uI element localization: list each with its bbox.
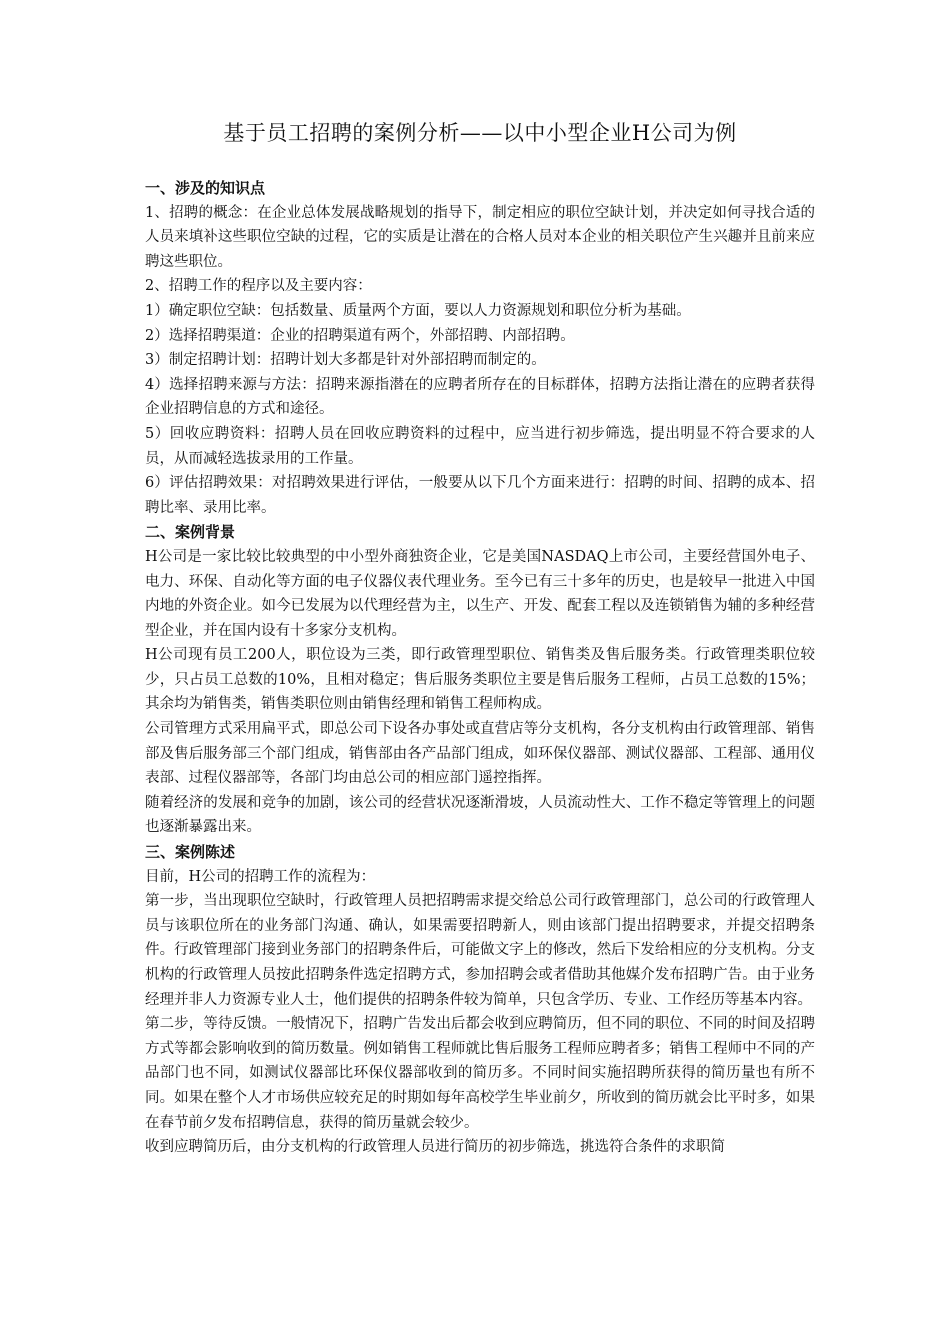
section-case-background [145, 520, 815, 840]
paragraph: 第一步，当出现职位空缺时，行政管理人员把招聘需求提交给总公司行政管理部门，总公司的行政管理人员与该职位所在的业务部门沟通、确认，如果需要招聘新人，则由该部门提出招聘要求，并提交招聘条件。行政管理部门接到业务部门的招聘条件后，可能做文字上的修改，然后下发给相应的分支机构。分支机构的行政管理人员按此招聘条件选定招聘方式，参加招聘会或者借助其他媒介发布招聘广告。由于业务经理并非人力资源专业人士，他们提供的招聘条件较为简单，只包含学历、专业、工作经历等基本内容。 [145, 893, 815, 1008]
paragraph: 1）确定职位空缺：包括数量、质量两个方面，要以人力资源规划和职位分析为基础。 [145, 302, 691, 319]
paragraph: 收到应聘简历后，由分支机构的行政管理人员进行简历的初步筛选，挑选符合条件的求职简 [145, 1139, 725, 1156]
paragraph: 公司管理方式采用扁平式，即总公司下设各办事处或直营店等分支机构，各分支机构由行政管理部、销售部及售后服务部三个部门组成，销售部由各产品部门组成，如环保仪器部、测试仪器部、工程部、通用仪表部、过程仪器部等，各部门均由总公司的相应部门遥控指挥。 [145, 721, 815, 787]
paragraph: 5）回收应聘资料：招聘人员在回收应聘资料的过程中，应当进行初步筛选，提出明显不符合要求的人员，从而减轻选拔录用的工作量。 [145, 425, 815, 467]
paragraph: H公司是一家比较比较典型的中小型外商独资企业，它是美国NASDAQ上市公司，主要经营国外电子、电力、环保、自动化等方面的电子仪器仪表代理业务。至今已有三十多年的历史，也是较早一批进入中国内地的外资企业。如今已发展为以代理经营为主，以生产、开发、配套工程以及连锁销售为辅的多种经营型企业，并在国内设有十多家分支机构。 [145, 548, 815, 639]
paragraph: 第二步，等待反馈。一般情况下，招聘广告发出后都会收到应聘简历，但不同的职位、不同的时间及招聘方式等都会影响收到的简历数量。例如销售工程师就比售后服务工程师应聘者多；销售工程师中不同的产品部门也不同，如测试仪器部比环保仪器部收到的简历多。不同时间实施招聘所获得的简历量也有所不同。如果在整个人才市场供应较充足的时期如每年高校学生毕业前夕，所收到的简历就会比平时多，如果在春节前夕发布招聘信息，获得的简历量就会较少。 [145, 1016, 815, 1131]
paragraph: 4）选择招聘来源与方法：招聘来源指潜在的应聘者所存在的目标群体，招聘方法指让潜在的应聘者获得企业招聘信息的方式和途径。 [145, 376, 815, 418]
document-page [145, 118, 815, 1160]
paragraph: 3）制定招聘计划：招聘计划大多都是针对外部招聘而制定的。 [145, 352, 546, 369]
section-heading: 三、案例陈述 [145, 843, 236, 862]
section-knowledge-points [145, 176, 815, 520]
section-case-statement [145, 840, 815, 1160]
paragraph: 6）评估招聘效果：对招聘效果进行评估，一般要从以下几个方面来进行：招聘的时间、招聘的成本、招聘比率、录用比率。 [145, 475, 815, 516]
section-heading: 一、涉及的知识点 [145, 179, 266, 197]
paragraph: 2）选择招聘渠道：企业的招聘渠道有两个，外部招聘、内部招聘。 [145, 327, 575, 344]
section-heading: 二、案例背景 [145, 523, 236, 542]
paragraph: H公司现有员工200人，职位设为三类，即行政管理型职位、销售类及售后服务类。行政管理类职位较少，只占员工总数的10%，且相对稳定；售后服务类职位主要是售后服务工程师，占员工总数的15%；其余均为销售类，销售类职位则由销售经理和销售工程师构成。 [145, 647, 815, 713]
document-title: 基于员工招聘的案例分析——以中小型企业H公司为例 [223, 121, 737, 145]
paragraph: 随着经济的发展和竞争的加剧，该公司的经营状况逐渐滑坡，人员流动性大、工作不稳定等管理上的问题也逐渐暴露出来。 [145, 794, 815, 836]
paragraph: 2、招聘工作的程序以及主要内容： [145, 278, 372, 295]
paragraph: 目前，H公司的招聘工作的流程为： [145, 868, 376, 885]
paragraph: 1、招聘的概念：在企业总体发展战略规划的指导下，制定相应的职位空缺计划，并决定如何寻找合适的人员来填补这些职位空缺的过程，它的实质是让潜在的合格人员对本企业的相关职位产生兴趣并且前来应聘这些职位。 [145, 204, 815, 270]
